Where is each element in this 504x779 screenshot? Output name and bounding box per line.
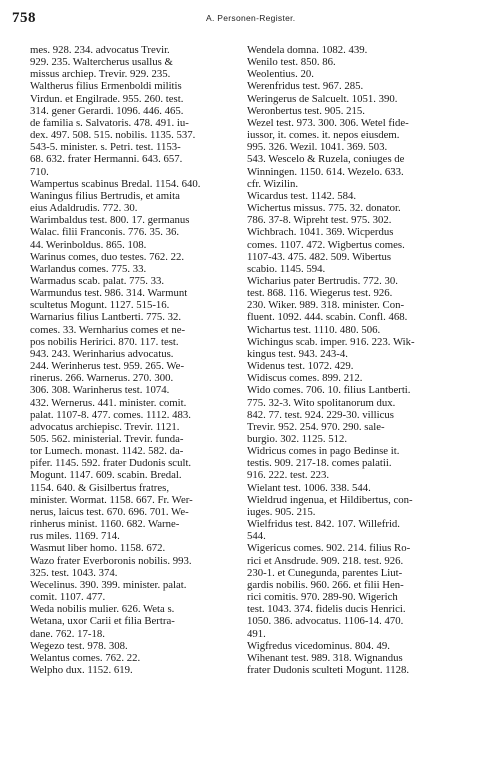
register-line: 314. gener Gerardi. 1096. 446. 465. xyxy=(30,104,184,117)
register-line: Wicharius pater Bertrudis. 772. 30. xyxy=(247,274,398,287)
register-line: Warmadus scab. palat. 775. 33. xyxy=(30,274,165,287)
register-line: Wetana, uxor Carii et filia Bertra- xyxy=(30,615,175,628)
register-line: 995. 326. Wezil. 1041. 369. 503. xyxy=(247,141,388,154)
register-line: Wigfredus vicedominus. 804. 49. xyxy=(247,639,390,652)
register-line: Wecelinus. 390. 399. minister. palat. xyxy=(30,578,187,591)
register-line: Walac. filii Franconis. 776. 35. 36. xyxy=(30,226,180,239)
register-line: Warmundus test. 986. 314. Warmunt xyxy=(30,287,188,300)
register-line: minister. Wormat. 1158. 667. Fr. Wer- xyxy=(30,493,193,506)
register-line: Waningus filius Bertrudis, et amita xyxy=(30,189,180,202)
register-line: 505. 562. ministerial. Trevir. funda- xyxy=(30,433,184,445)
register-line: Wampertus scabinus Bredal. 1154. 640. xyxy=(30,177,201,190)
register-line: 325. test. 1043. 374. xyxy=(30,566,118,579)
register-line: dex. 497. 508. 515. nobilis. 1135. 537. xyxy=(30,129,196,142)
register-line: missus archiep. Trevir. 929. 235. xyxy=(30,68,171,81)
register-line: Wichingus scab. imper. 916. 223. Wik- xyxy=(247,335,415,348)
register-line: Wichertus missus. 775. 32. donator. xyxy=(247,202,401,215)
register-line: Weronbertus test. 905. 215. xyxy=(247,104,365,117)
register-line: Wenilo test. 850. 86. xyxy=(247,56,336,69)
register-line: Welantus comes. 762. 22. xyxy=(30,651,141,664)
register-line: Weolentius. 20. xyxy=(247,68,314,81)
register-line: dane. 762. 17-18. xyxy=(30,627,105,640)
register-line: kingus test. 943. 243-4. xyxy=(247,347,348,360)
running-head: A. Personen-Register. xyxy=(206,13,296,23)
register-line: 710. xyxy=(30,165,49,178)
register-line: 1107-43. 475. 482. 509. Wibertus xyxy=(247,250,392,263)
register-line: 68. 632. frater Hermanni. 643. 657. xyxy=(30,153,183,166)
register-line: 432. Wernerus. 441. minister. comit. xyxy=(30,396,187,409)
register-line: Winningen. 1150. 614. Wezelo. 633. xyxy=(247,165,404,178)
register-line: Welpho dux. 1152. 619. xyxy=(30,663,133,676)
register-line: advocatus archiepisc. Trevir. 1121. xyxy=(30,420,180,433)
register-line: iuges. 905. 215. xyxy=(247,505,316,518)
register-line: Mogunt. 1147. 609. scabin. Bredal. xyxy=(30,469,182,482)
register-line: mes. 928. 234. advocatus Trevir. xyxy=(30,44,170,56)
register-line: 1050. 386. advocatus. 1106-14. 470. xyxy=(247,615,404,628)
register-line: pos nobilis Heririci. 870. 117. test. xyxy=(30,335,179,348)
right-column xyxy=(247,44,469,676)
register-line: Wielfridus test. 842. 107. Willefrid. xyxy=(247,518,400,531)
register-line: Wihenant test. 989. 318. Wignandus xyxy=(247,651,403,664)
register-line: rinerus. 266. Warnerus. 270. 300. xyxy=(30,372,174,385)
register-line: 786. 37-8. Wipreht test. 975. 302. xyxy=(247,214,392,227)
register-line: 929. 235. Waltercherus usallus & xyxy=(30,56,173,69)
register-line: comit. 1107. 477. xyxy=(30,591,106,604)
register-line: 306. 308. Warinherus test. 1074. xyxy=(30,384,170,397)
register-line: testis. 909. 217-18. comes palatii. xyxy=(247,457,392,470)
register-line: 491. xyxy=(247,627,266,640)
register-line: palat. 1107-8. 477. comes. 1112. 483. xyxy=(30,408,191,421)
register-line: 916. 222. test. 223. xyxy=(247,469,330,482)
register-line: Wielant test. 1006. 338. 544. xyxy=(247,481,371,494)
register-line: nerus, laicus test. 670. 696. 701. We- xyxy=(30,505,189,518)
register-line: 230. Wiker. 989. 318. minister. Con- xyxy=(247,299,405,312)
register-line: Wichbrach. 1041. 369. Wicperdus xyxy=(247,226,394,239)
register-line: Werenfridus test. 967. 285. xyxy=(247,80,364,93)
left-column xyxy=(30,44,252,676)
register-line: Wigericus comes. 902. 214. filius Ro- xyxy=(247,542,411,555)
register-line: Waltherus filius Ermenboldi militis xyxy=(30,80,182,93)
register-line: Wichartus test. 1110. 480. 506. xyxy=(247,323,381,336)
register-line: comes. 1107. 472. Wigbertus comes. xyxy=(247,238,405,251)
register-line: rici comitis. 970. 289-90. Wigerich xyxy=(247,591,398,604)
register-line: Widiscus comes. 899. 212. xyxy=(247,372,363,385)
register-line: scultetus Mogunt. 1127. 515-16. xyxy=(30,299,170,312)
register-line: 775. 32-3. Wito spolitanorum dux. xyxy=(247,396,396,409)
register-line: tor Lumech. monast. 1142. 582. da- xyxy=(30,445,184,458)
register-line: 1154. 640. & Gisilbertus fratres, xyxy=(30,481,170,494)
register-line: Wazo frater Everboronis nobilis. 993. xyxy=(30,554,192,567)
register-line: 842. 77. test. 924. 229-30. villicus xyxy=(247,408,394,421)
register-line: Widricus comes in pago Bedinse it. xyxy=(247,445,400,458)
register-line: fluent. 1092. 444. scabin. Confl. 468. xyxy=(247,311,408,324)
register-line: Wicardus test. 1142. 584. xyxy=(247,189,357,202)
register-line: Weringerus de Salcuelt. 1051. 390. xyxy=(247,92,398,105)
register-line: pifer. 1145. 592. frater Dudonis scult. xyxy=(30,457,192,470)
register-line: 230-1. et Cunegunda, parentes Liut- xyxy=(247,566,403,579)
register-line: 943. 243. Werinharius advocatus. xyxy=(30,347,174,360)
register-line: Wendela domna. 1082. 439. xyxy=(247,44,368,56)
page-number: 758 xyxy=(12,10,36,26)
register-line: rus miles. 1169. 714. xyxy=(30,530,120,543)
register-line: Warnarius filius Lantberti. 775. 32. xyxy=(30,311,182,324)
register-line: de familia s. Salvatoris. 478. 491. iu- xyxy=(30,116,189,129)
register-line: Warlandus comes. 775. 33. xyxy=(30,262,147,275)
register-line: 543-5. minister. s. Petri. test. 1153- xyxy=(30,141,181,154)
register-line: Wegezo test. 978. 308. xyxy=(30,639,128,652)
register-line: 244. Werinherus test. 959. 265. We- xyxy=(30,360,185,373)
register-line: 44. Werinboldus. 865. 108. xyxy=(30,238,147,251)
register-line: test. 868. 116. Wiegerus test. 926. xyxy=(247,287,393,300)
register-line: Wieldrud ingenua, et Hildibertus, con- xyxy=(247,493,413,506)
register-line: Widenus test. 1072. 429. xyxy=(247,360,354,373)
register-line: Wido comes. 706. 10. filius Lantberti. xyxy=(247,384,411,397)
register-line: scabio. 1145. 594. xyxy=(247,262,326,275)
register-line: 543. Wescelo & Ruzela, coniuges de xyxy=(247,153,405,166)
register-line: test. 1043. 374. fidelis ducis Henrici. xyxy=(247,603,406,616)
register-line: Wasmut liber homo. 1158. 672. xyxy=(30,542,166,555)
register-line: Wezel test. 973. 300. 306. Wetel fide- xyxy=(247,116,409,129)
register-line: burgio. 302. 1125. 512. xyxy=(247,433,348,445)
register-line: Weda nobilis mulier. 626. Weta s. xyxy=(30,603,175,616)
register-line: cfr. Wizilin. xyxy=(247,177,299,190)
register-line: Warimbaldus test. 800. 17. germanus xyxy=(30,214,190,227)
register-line: Trevir. 952. 254. 970. 290. sale- xyxy=(247,420,385,433)
register-line: frater Dudonis sculteti Mogunt. 1128. xyxy=(247,663,410,676)
register-line: 544. xyxy=(247,530,266,543)
register-line: rici et Ansdrude. 909. 218. test. 926. xyxy=(247,554,404,567)
register-line: comes. 33. Wernharius comes et ne- xyxy=(30,323,186,336)
register-line: Warinus comes, duo testes. 762. 22. xyxy=(30,250,185,263)
register-line: Virdun. et Engilrade. 955. 260. test. xyxy=(30,92,184,105)
register-line: rinherus minist. 1160. 682. Warne- xyxy=(30,518,180,531)
register-line: eius Adaldrudis. 772. 30. xyxy=(30,202,138,215)
register-line: gardis nobilis. 960. 266. et filii Hen- xyxy=(247,578,404,591)
register-line: iussor, it. comes. it. nepos eiusdem. xyxy=(247,129,400,142)
